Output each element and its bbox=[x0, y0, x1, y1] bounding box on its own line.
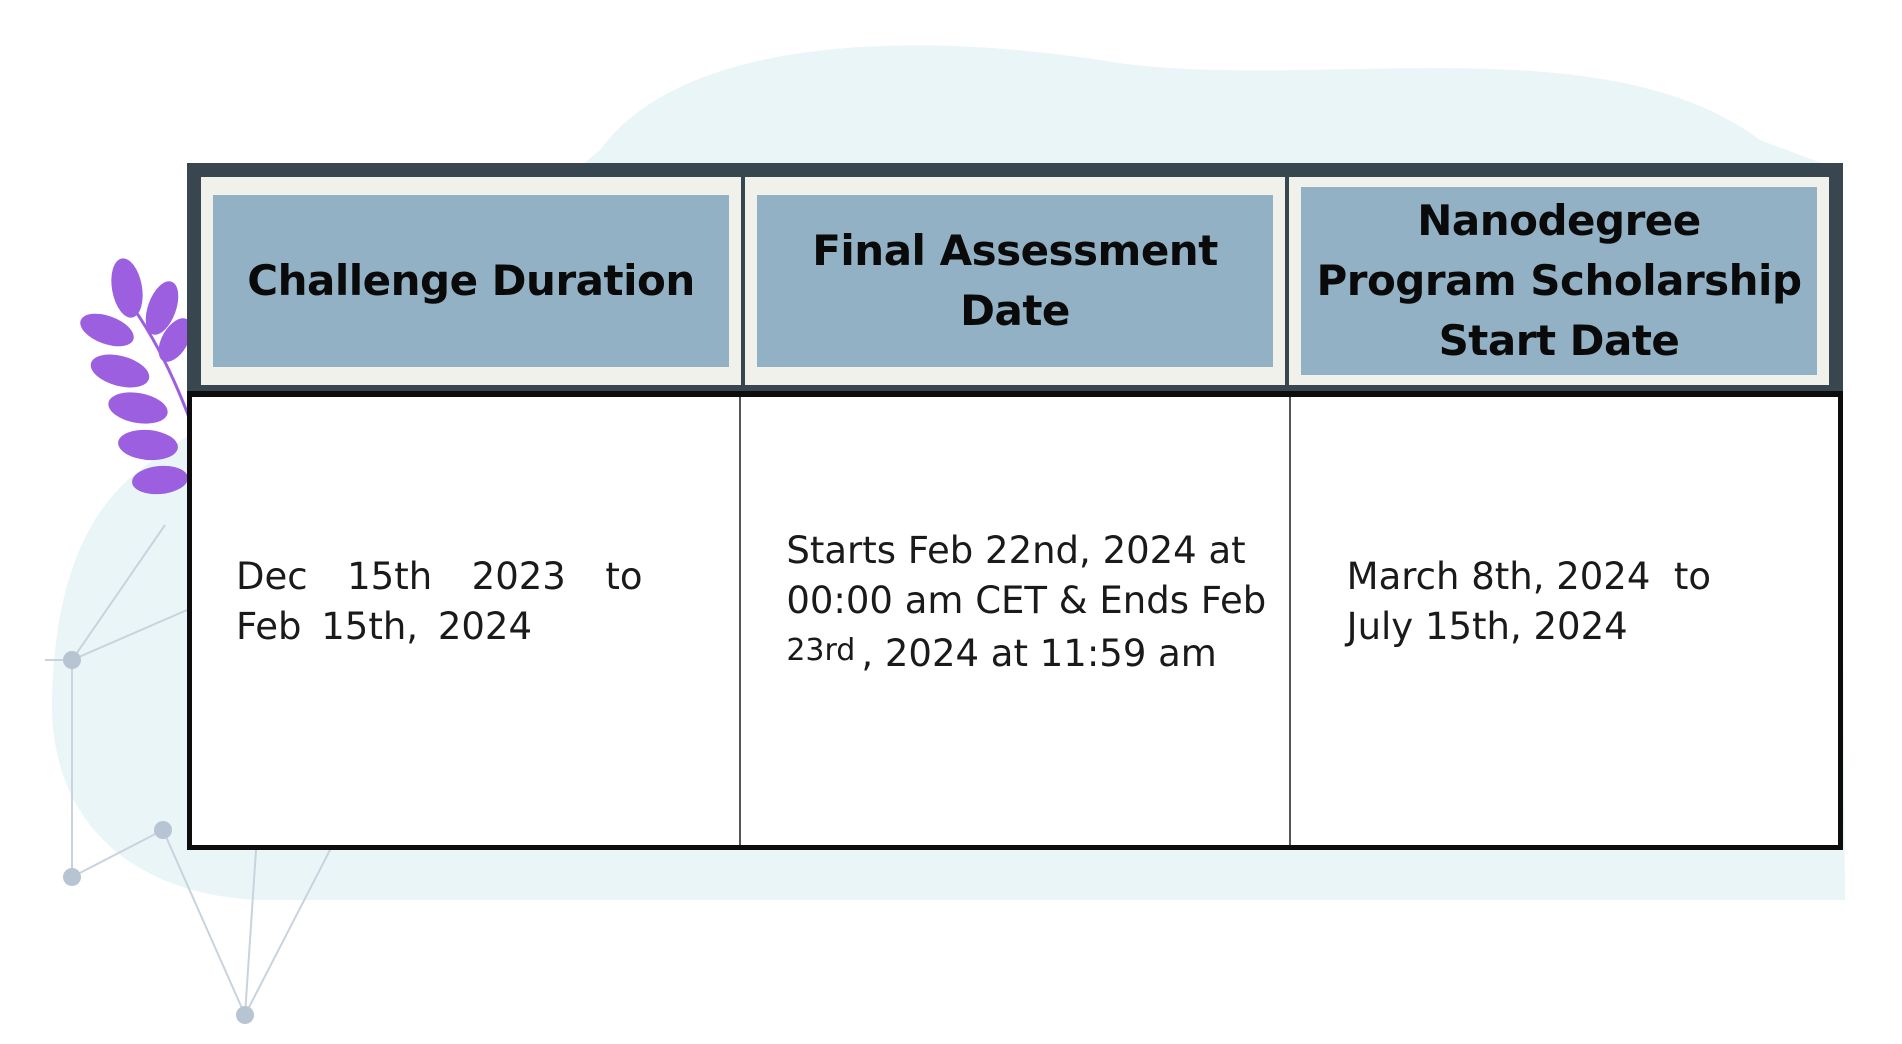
table-row bbox=[187, 391, 1843, 850]
scholarship-start-line2: July 15th, 2024 bbox=[1346, 605, 1628, 648]
cell-challenge-duration bbox=[192, 397, 739, 845]
final-assessment-text bbox=[786, 526, 1286, 679]
header-cell-challenge-duration bbox=[201, 177, 741, 385]
table-header-row bbox=[187, 163, 1843, 393]
final-assessment-line2: 00:00 am CET & Ends Feb bbox=[786, 579, 1267, 622]
scholarship-start-text bbox=[1347, 552, 1711, 652]
header-cell-final-assessment bbox=[745, 177, 1285, 385]
schedule-table bbox=[187, 163, 1843, 850]
header-final-assessment-date: Final Assessment Date bbox=[757, 195, 1273, 367]
cell-scholarship-start bbox=[1289, 397, 1838, 845]
final-assessment-line3 bbox=[786, 626, 1286, 679]
challenge-duration-line2: Feb 15th, 2024 bbox=[236, 605, 532, 648]
challenge-duration-line1: Dec 15th 2023 to bbox=[236, 555, 643, 598]
final-assessment-superscript: 23rd bbox=[786, 633, 856, 668]
final-assessment-line3-rest: , 2024 at 11:59 am bbox=[861, 632, 1217, 675]
header-challenge-duration: Challenge Duration bbox=[213, 195, 729, 367]
challenge-duration-text bbox=[236, 552, 643, 652]
scholarship-start-line1: March 8th, 2024 to bbox=[1346, 555, 1712, 598]
cell-final-assessment bbox=[739, 397, 1288, 845]
header-scholarship-start-date: Nanodegree Program Scholarship Start Date bbox=[1301, 187, 1817, 375]
final-assessment-line1: Starts Feb 22nd, 2024 at bbox=[786, 529, 1246, 572]
header-cell-scholarship-start bbox=[1289, 177, 1829, 385]
